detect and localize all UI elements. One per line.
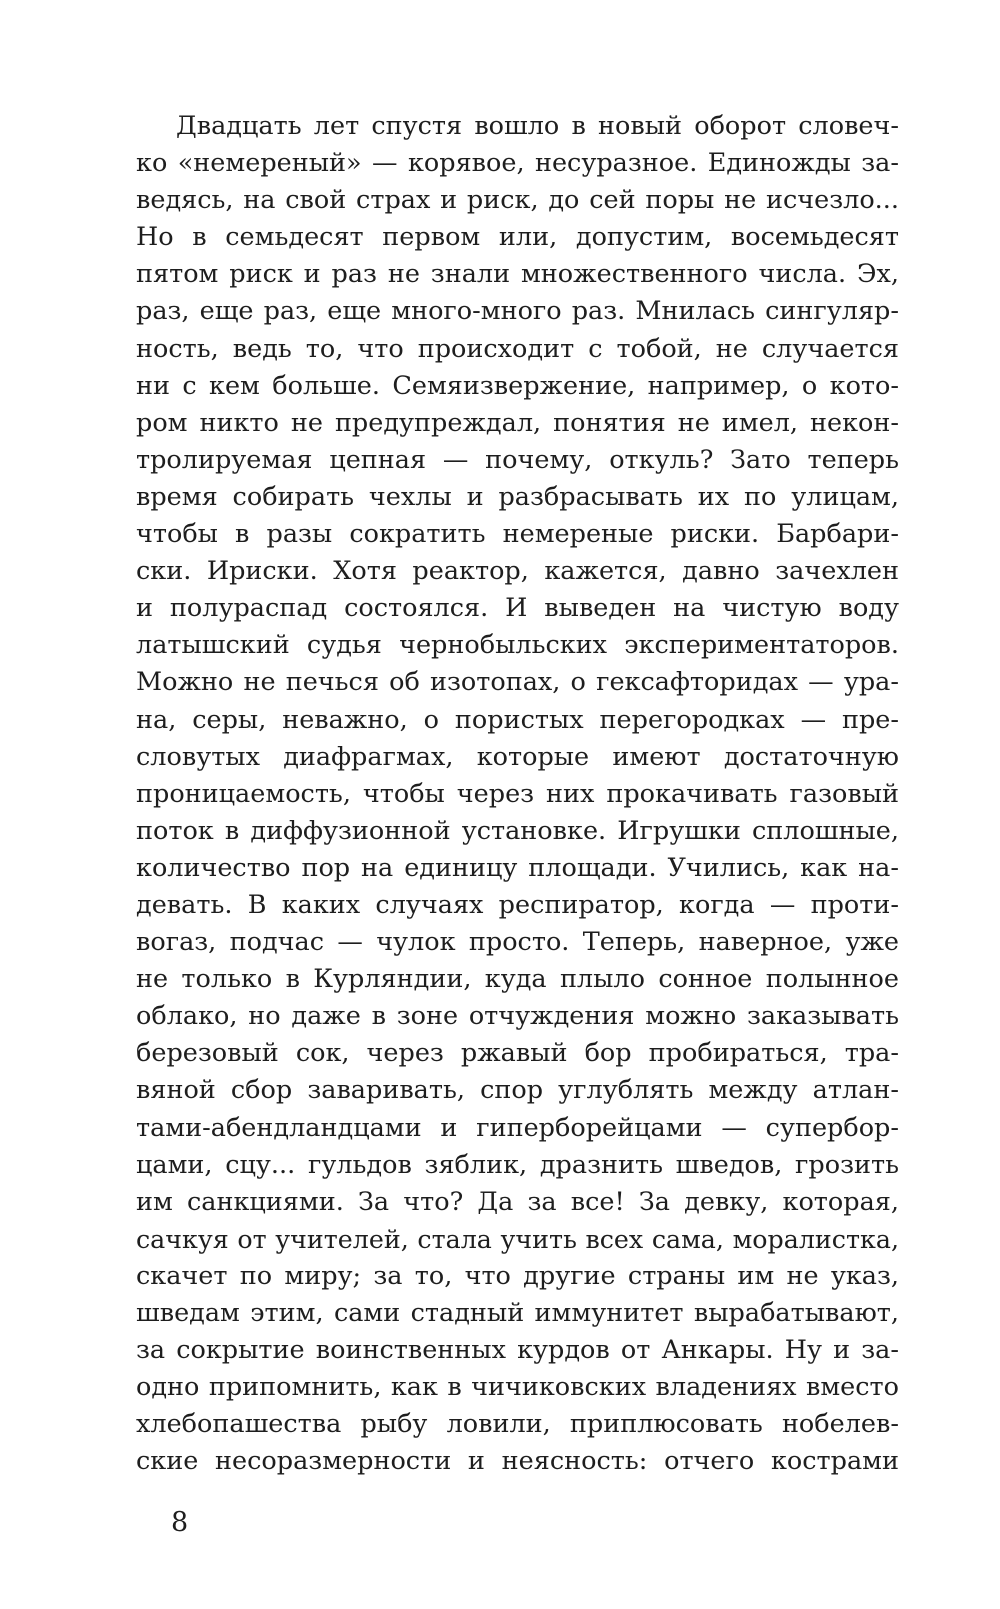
- text-line: девать. В каких случаях респиратор, когда — проти-: [136, 889, 899, 920]
- text-line: поток в диффузионной установке. Игрушки сплошные,: [136, 815, 899, 846]
- text-line: не только в Курляндии, куда плыло сонное полынное: [136, 964, 899, 995]
- text-line: березовый сок, через ржавый бор пробираться, тра-: [136, 1038, 899, 1069]
- text-line: тролируемая цепная — почему, откуль? Зато теперь: [136, 444, 899, 475]
- text-line: Можно не печься об изотопах, о гексафторидах — ура-: [136, 667, 899, 698]
- text-line: ведясь, на свой страх и риск, до сей поры не исчезло...: [136, 185, 899, 216]
- text-line: вогаз, подчас — чулок просто. Теперь, наверное, уже: [136, 927, 899, 958]
- text-line: Двадцать лет спустя вошло в новый оборот словеч-: [176, 111, 899, 141]
- text-line: ские несоразмерности и неясность: отчего кострами: [136, 1446, 899, 1477]
- text-line: ность, ведь то, что происходит с тобой, не случается: [136, 333, 899, 364]
- text-line: за сокрытие воинственных курдов от Анкары. Ну и за-: [136, 1335, 899, 1366]
- text-line: ни с кем больше. Семяизвержение, например, о кото-: [136, 370, 899, 401]
- text-line: шведам этим, сами стадный иммунитет вырабатывают,: [136, 1298, 899, 1328]
- text-line: им санкциями. За что? Да за все! За девку, которая,: [136, 1186, 899, 1217]
- text-line: ко «немереный» — корявое, несуразное. Единожды за-: [136, 148, 899, 179]
- text-line: раз, еще раз, еще много-много раз. Мнилась сингуляр-: [136, 296, 899, 327]
- text-line: скачет по миру; за то, что другие страны им не указ,: [136, 1260, 899, 1291]
- text-line: цами, сцу... гульдов зяблик, дразнить шведов, грозить: [136, 1149, 899, 1180]
- text-line: хлебопашества рыбу ловили, приплюсовать нобелев-: [136, 1409, 899, 1440]
- text-line: тами-абендландцами и гиперборейцами — супербор-: [136, 1112, 899, 1143]
- text-line: одно припомнить, как в чичиковских владениях вместо: [136, 1372, 899, 1403]
- body-text: [136, 108, 899, 1480]
- text-line: ром никто не предупреждал, понятия не имел, некон-: [136, 407, 899, 438]
- text-line: словутых диафрагмах, которые имеют достаточную: [136, 741, 899, 772]
- text-line: сачкуя от учителей, стала учить всех сама, моралистка,: [136, 1223, 899, 1254]
- text-line: и полураспад состоялся. И выведен на чистую воду: [136, 593, 899, 624]
- text-line: пятом риск и раз не знали множественного числа. Эх,: [136, 259, 899, 290]
- text-line: ски. Ириски. Хотя реактор, кажется, давно зачехлен: [136, 556, 899, 587]
- text-line: Но в семьдесят первом или, допустим, восемьдесят: [136, 222, 899, 253]
- text-line: проницаемость, чтобы через них прокачивать газовый: [136, 778, 899, 809]
- text-line: время собирать чехлы и разбрасывать их по улицам,: [136, 481, 899, 512]
- text-line: на, серы, неважно, о пористых перегородках — пре-: [136, 704, 899, 735]
- text-line: латышский судья чернобыльских экспериментаторов.: [136, 630, 899, 661]
- text-line: облако, но даже в зоне отчуждения можно заказывать: [136, 1001, 899, 1032]
- page-number: 8: [171, 1507, 189, 1538]
- text-line: количество пор на единицу площади. Учились, как на-: [136, 852, 899, 883]
- text-line: чтобы в разы сократить немереные риски. Барбари-: [136, 519, 899, 550]
- text-line: вяной сбор заваривать, спор углублять между атлан-: [136, 1075, 899, 1106]
